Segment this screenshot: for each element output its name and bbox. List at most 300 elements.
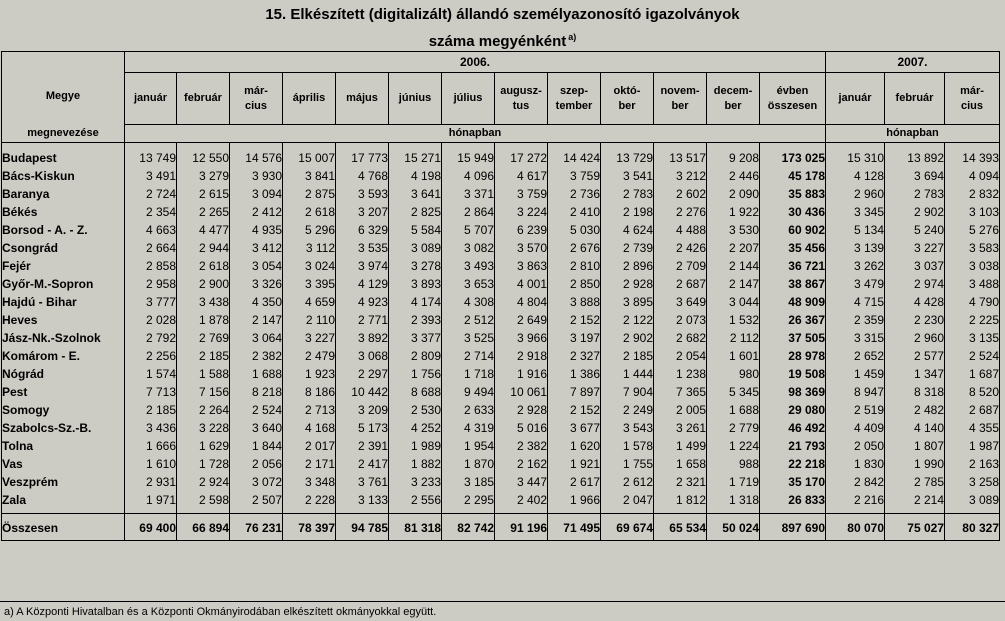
month-value: 13 729	[601, 143, 654, 168]
month-2006-header: július	[442, 73, 495, 125]
county-name: Győr-M.-Sopron	[2, 275, 125, 293]
month-2007-value: 2 359	[826, 311, 885, 329]
sum-2007-value: 80 070	[826, 514, 885, 541]
month-value: 2 321	[654, 473, 707, 491]
year-total-value: 45 178	[760, 167, 826, 185]
month-2007-value: 2 652	[826, 347, 885, 365]
month-value: 5 030	[548, 221, 601, 239]
month-value: 2 618	[283, 203, 336, 221]
month-value: 2 110	[283, 311, 336, 329]
month-2007-value: 1 687	[945, 365, 1000, 383]
month-value: 2 295	[442, 491, 495, 514]
county-name: Heves	[2, 311, 125, 329]
month-2007-value: 2 519	[826, 401, 885, 419]
month-value: 4 168	[283, 419, 336, 437]
month-value: 3 653	[442, 275, 495, 293]
month-value: 2 724	[125, 185, 177, 203]
month-2007-value: 2 960	[826, 185, 885, 203]
year-total-value: 21 793	[760, 437, 826, 455]
month-value: 7 897	[548, 383, 601, 401]
table-row	[2, 329, 1000, 347]
month-value: 3 054	[230, 257, 283, 275]
month-value: 1 688	[230, 365, 283, 383]
month-value: 15 007	[283, 143, 336, 168]
year-total-value: 36 721	[760, 257, 826, 275]
month-value: 2 264	[177, 401, 230, 419]
year-total-value: 35 170	[760, 473, 826, 491]
month-value: 2 152	[548, 401, 601, 419]
month-value: 3 261	[654, 419, 707, 437]
month-value: 3 895	[601, 293, 654, 311]
month-value: 9 208	[707, 143, 760, 168]
sum-month-value: 69 674	[601, 514, 654, 541]
month-2007-value: 4 355	[945, 419, 1000, 437]
sum-month-value: 69 400	[125, 514, 177, 541]
county-name: Hajdú - Bihar	[2, 293, 125, 311]
month-value: 2 417	[336, 455, 389, 473]
month-value: 2 162	[495, 455, 548, 473]
footnote: a) A Központi Hivatalban és a Központi Okmányirodában elkészített okmányokkal együtt.	[4, 606, 437, 618]
month-value: 4 477	[177, 221, 230, 239]
month-2006-header: októ- ber	[601, 73, 654, 125]
month-value: 2 779	[707, 419, 760, 437]
month-value: 14 576	[230, 143, 283, 168]
month-value: 3 525	[442, 329, 495, 347]
month-value: 1 718	[442, 365, 495, 383]
month-2006-header: január	[125, 73, 177, 125]
month-value: 2 228	[283, 491, 336, 514]
month-value: 3 640	[230, 419, 283, 437]
month-value: 3 371	[442, 185, 495, 203]
year-total-value: 35 883	[760, 185, 826, 203]
month-value: 3 893	[389, 275, 442, 293]
month-value: 3 082	[442, 239, 495, 257]
month-value: 1 629	[177, 437, 230, 455]
month-value: 4 350	[230, 293, 283, 311]
sum-month-value: 94 785	[336, 514, 389, 541]
sum-month-value: 71 495	[548, 514, 601, 541]
month-value: 1 882	[389, 455, 442, 473]
table-row	[2, 437, 1000, 455]
month-value: 3 185	[442, 473, 495, 491]
month-2007-value: 3 258	[945, 473, 1000, 491]
month-value: 2 382	[230, 347, 283, 365]
month-value: 17 272	[495, 143, 548, 168]
month-value: 4 663	[125, 221, 177, 239]
year-total-value: 38 867	[760, 275, 826, 293]
county-name: Nógrád	[2, 365, 125, 383]
month-value: 2 810	[548, 257, 601, 275]
month-value: 2 736	[548, 185, 601, 203]
month-value: 3 089	[389, 239, 442, 257]
month-value: 2 144	[707, 257, 760, 275]
year-2006-header: 2006.	[125, 52, 826, 73]
table-row	[2, 293, 1000, 311]
month-value: 3 326	[230, 275, 283, 293]
table-row	[2, 275, 1000, 293]
county-name: Békés	[2, 203, 125, 221]
month-value: 13 517	[654, 143, 707, 168]
month-value: 2 783	[601, 185, 654, 203]
month-value: 3 377	[389, 329, 442, 347]
month-2007-value: 4 140	[885, 419, 945, 437]
month-2007-value: 3 089	[945, 491, 1000, 514]
month-value: 2 858	[125, 257, 177, 275]
month-value: 7 713	[125, 383, 177, 401]
month-value: 2 928	[601, 275, 654, 293]
table-row	[2, 401, 1000, 419]
month-2007-value: 1 990	[885, 455, 945, 473]
county-name: Tolna	[2, 437, 125, 455]
county-name: Csongrád	[2, 239, 125, 257]
month-value: 5 016	[495, 419, 548, 437]
month-value: 2 769	[177, 329, 230, 347]
month-2007-value: 3 262	[826, 257, 885, 275]
month-value: 2 918	[495, 347, 548, 365]
month-value: 3 209	[336, 401, 389, 419]
month-value: 3 395	[283, 275, 336, 293]
month-value: 2 122	[601, 311, 654, 329]
month-2006-header: augusz- tus	[495, 73, 548, 125]
month-value: 2 426	[654, 239, 707, 257]
month-value: 2 556	[389, 491, 442, 514]
month-value: 2 017	[283, 437, 336, 455]
month-2006-header: decem- ber	[707, 73, 760, 125]
month-value: 2 047	[601, 491, 654, 514]
data-table	[1, 51, 1000, 541]
month-2007-value: 4 409	[826, 419, 885, 437]
title-line-1: 15. Elkészített (digitalizált) állandó személyazonosító igazolványok	[265, 6, 740, 23]
month-value: 2 649	[495, 311, 548, 329]
table-row	[2, 167, 1000, 185]
month-value: 1 989	[389, 437, 442, 455]
year-total-value: 28 978	[760, 347, 826, 365]
month-value: 2 391	[336, 437, 389, 455]
month-value: 1 870	[442, 455, 495, 473]
month-value: 2 412	[230, 203, 283, 221]
page-title	[0, 3, 1005, 53]
year-total-value: 35 456	[760, 239, 826, 257]
month-value: 2 924	[177, 473, 230, 491]
month-2007-value: 4 715	[826, 293, 885, 311]
month-value: 3 112	[283, 239, 336, 257]
month-value: 10 442	[336, 383, 389, 401]
month-value: 5 345	[707, 383, 760, 401]
table-row	[2, 383, 1000, 401]
month-value: 3 438	[177, 293, 230, 311]
month-value: 3 863	[495, 257, 548, 275]
year-total-value: 30 436	[760, 203, 826, 221]
month-value: 3 493	[442, 257, 495, 275]
month-value: 2 276	[654, 203, 707, 221]
sum-2007-value: 80 327	[945, 514, 1000, 541]
month-2007-value: 2 902	[885, 203, 945, 221]
month-value: 4 923	[336, 293, 389, 311]
month-value: 12 550	[177, 143, 230, 168]
month-value: 2 928	[495, 401, 548, 419]
month-value: 8 688	[389, 383, 442, 401]
month-value: 1 954	[442, 437, 495, 455]
month-value: 2 931	[125, 473, 177, 491]
month-value: 1 844	[230, 437, 283, 455]
month-value: 3 133	[336, 491, 389, 514]
table-row	[2, 455, 1000, 473]
month-value: 3 966	[495, 329, 548, 347]
month-value: 1 574	[125, 365, 177, 383]
month-2007-value: 3 479	[826, 275, 885, 293]
month-2006-header: június	[389, 73, 442, 125]
month-2007-value: 1 807	[885, 437, 945, 455]
county-name: Jász-Nk.-Szolnok	[2, 329, 125, 347]
sum-label: Összesen	[2, 514, 125, 541]
month-value: 2 633	[442, 401, 495, 419]
month-value: 2 771	[336, 311, 389, 329]
month-2007-value: 8 520	[945, 383, 1000, 401]
county-name: Fejér	[2, 257, 125, 275]
month-value: 3 412	[230, 239, 283, 257]
month-value: 3 530	[707, 221, 760, 239]
table-row	[2, 203, 1000, 221]
sum-month-value: 91 196	[495, 514, 548, 541]
sum-month-value: 82 742	[442, 514, 495, 541]
month-2007-value: 2 050	[826, 437, 885, 455]
month-2007-value: 2 524	[945, 347, 1000, 365]
month-2007-value: 8 947	[826, 383, 885, 401]
month-2007-value: 3 488	[945, 275, 1000, 293]
sum-month-value: 50 024	[707, 514, 760, 541]
month-2007-value: 1 987	[945, 437, 1000, 455]
month-value: 2 185	[177, 347, 230, 365]
month-value: 3 641	[389, 185, 442, 203]
sum-year-total: 897 690	[760, 514, 826, 541]
month-2007-header: február	[885, 73, 945, 125]
month-value: 3 278	[389, 257, 442, 275]
footnote-divider	[0, 601, 1005, 602]
month-value: 2 682	[654, 329, 707, 347]
month-2007-value: 5 134	[826, 221, 885, 239]
month-value: 2 382	[495, 437, 548, 455]
month-value: 3 072	[230, 473, 283, 491]
title-footnote-mark: a)	[568, 32, 577, 42]
month-value: 13 749	[125, 143, 177, 168]
table-row	[2, 221, 1000, 239]
county-name: Borsod - A. - Z.	[2, 221, 125, 239]
month-value: 2 256	[125, 347, 177, 365]
month-value: 2 850	[548, 275, 601, 293]
month-value: 7 904	[601, 383, 654, 401]
month-value: 3 543	[601, 419, 654, 437]
month-value: 2 524	[230, 401, 283, 419]
year-total-header: évben összesen	[760, 73, 826, 125]
month-value: 5 296	[283, 221, 336, 239]
month-value: 2 147	[707, 275, 760, 293]
county-name: Pest	[2, 383, 125, 401]
sum-month-value: 78 397	[283, 514, 336, 541]
month-value: 3 447	[495, 473, 548, 491]
month-value: 3 064	[230, 329, 283, 347]
table-row	[2, 257, 1000, 275]
month-value: 4 174	[389, 293, 442, 311]
month-value: 2 198	[601, 203, 654, 221]
month-2006-header: már- cius	[230, 73, 283, 125]
month-value: 2 618	[177, 257, 230, 275]
month-value: 3 094	[230, 185, 283, 203]
month-value: 3 227	[283, 329, 336, 347]
month-value: 3 759	[548, 167, 601, 185]
county-name: Budapest	[2, 143, 125, 168]
month-value: 3 888	[548, 293, 601, 311]
month-value: 15 271	[389, 143, 442, 168]
month-value: 2 402	[495, 491, 548, 514]
sum-month-value: 66 894	[177, 514, 230, 541]
month-2007-value: 8 318	[885, 383, 945, 401]
month-2007-value: 1 347	[885, 365, 945, 383]
month-2007-value: 3 315	[826, 329, 885, 347]
month-value: 2 297	[336, 365, 389, 383]
month-value: 3 024	[283, 257, 336, 275]
month-value: 2 073	[654, 311, 707, 329]
month-value: 3 348	[283, 473, 336, 491]
month-2007-header: már- cius	[945, 73, 1000, 125]
county-name: Vas	[2, 455, 125, 473]
sum-month-value: 76 231	[230, 514, 283, 541]
month-2007-value: 2 842	[826, 473, 885, 491]
month-value: 988	[707, 455, 760, 473]
month-value: 1 923	[283, 365, 336, 383]
month-2007-value: 5 240	[885, 221, 945, 239]
month-value: 15 949	[442, 143, 495, 168]
month-2007-value: 1 459	[826, 365, 885, 383]
month-2007-value: 2 577	[885, 347, 945, 365]
month-value: 4 768	[336, 167, 389, 185]
month-value: 4 935	[230, 221, 283, 239]
county-name: Bács-Kiskun	[2, 167, 125, 185]
month-value: 4 624	[601, 221, 654, 239]
month-value: 2 875	[283, 185, 336, 203]
month-value: 10 061	[495, 383, 548, 401]
month-value: 3 491	[125, 167, 177, 185]
month-2007-value: 2 687	[945, 401, 1000, 419]
month-value: 2 896	[601, 257, 654, 275]
month-value: 4 804	[495, 293, 548, 311]
month-value: 2 714	[442, 347, 495, 365]
month-value: 3 570	[495, 239, 548, 257]
month-value: 980	[707, 365, 760, 383]
year-total-value: 26 367	[760, 311, 826, 329]
month-2007-value: 5 276	[945, 221, 1000, 239]
county-name: Zala	[2, 491, 125, 514]
month-value: 3 892	[336, 329, 389, 347]
month-value: 2 709	[654, 257, 707, 275]
month-value: 3 930	[230, 167, 283, 185]
table-row	[2, 473, 1000, 491]
month-2006-header: novem- ber	[654, 73, 707, 125]
month-value: 2 902	[601, 329, 654, 347]
month-value: 3 436	[125, 419, 177, 437]
month-value: 1 588	[177, 365, 230, 383]
month-value: 1 578	[601, 437, 654, 455]
month-value: 3 841	[283, 167, 336, 185]
table-row	[2, 185, 1000, 203]
month-value: 1 755	[601, 455, 654, 473]
month-2007-value: 1 830	[826, 455, 885, 473]
month-2007-value: 3 037	[885, 257, 945, 275]
month-value: 1 971	[125, 491, 177, 514]
month-value: 2 507	[230, 491, 283, 514]
month-value: 1 499	[654, 437, 707, 455]
month-value: 2 410	[548, 203, 601, 221]
county-name: Baranya	[2, 185, 125, 203]
month-2007-value: 2 225	[945, 311, 1000, 329]
month-2007-value: 2 960	[885, 329, 945, 347]
month-value: 2 185	[125, 401, 177, 419]
month-value: 1 601	[707, 347, 760, 365]
county-name: Szabolcs-Sz.-B.	[2, 419, 125, 437]
month-value: 7 365	[654, 383, 707, 401]
month-value: 1 444	[601, 365, 654, 383]
month-value: 3 207	[336, 203, 389, 221]
year-total-value: 26 833	[760, 491, 826, 514]
month-value: 2 090	[707, 185, 760, 203]
year-total-value: 60 902	[760, 221, 826, 239]
month-value: 1 610	[125, 455, 177, 473]
month-2007-value: 13 892	[885, 143, 945, 168]
month-value: 2 446	[707, 167, 760, 185]
unit-2006-header: hónapban	[125, 125, 826, 143]
month-2007-value: 14 393	[945, 143, 1000, 168]
month-value: 2 612	[601, 473, 654, 491]
month-value: 14 424	[548, 143, 601, 168]
month-value: 2 005	[654, 401, 707, 419]
month-value: 2 171	[283, 455, 336, 473]
month-2007-value: 4 428	[885, 293, 945, 311]
month-value: 1 878	[177, 311, 230, 329]
month-2007-value: 4 128	[826, 167, 885, 185]
month-value: 1 812	[654, 491, 707, 514]
month-value: 2 664	[125, 239, 177, 257]
month-2007-value: 2 230	[885, 311, 945, 329]
month-value: 5 173	[336, 419, 389, 437]
month-2007-value: 2 783	[885, 185, 945, 203]
month-value: 1 756	[389, 365, 442, 383]
month-value: 4 308	[442, 293, 495, 311]
year-total-value: 98 369	[760, 383, 826, 401]
month-2007-value: 3 694	[885, 167, 945, 185]
month-value: 8 186	[283, 383, 336, 401]
month-value: 1 922	[707, 203, 760, 221]
month-value: 1 386	[548, 365, 601, 383]
month-2007-header: január	[826, 73, 885, 125]
month-value: 4 488	[654, 221, 707, 239]
month-value: 3 068	[336, 347, 389, 365]
unit-2007-header: hónapban	[826, 125, 1000, 143]
month-value: 2 617	[548, 473, 601, 491]
month-value: 3 761	[336, 473, 389, 491]
month-value: 2 147	[230, 311, 283, 329]
month-value: 9 494	[442, 383, 495, 401]
month-2006-header: április	[283, 73, 336, 125]
month-value: 4 129	[336, 275, 389, 293]
month-2007-value: 3 038	[945, 257, 1000, 275]
month-value: 3 649	[654, 293, 707, 311]
month-value: 3 228	[177, 419, 230, 437]
month-value: 2 249	[601, 401, 654, 419]
month-value: 4 617	[495, 167, 548, 185]
month-value: 3 974	[336, 257, 389, 275]
month-value: 2 056	[230, 455, 283, 473]
month-value: 2 479	[283, 347, 336, 365]
table-row	[2, 419, 1000, 437]
